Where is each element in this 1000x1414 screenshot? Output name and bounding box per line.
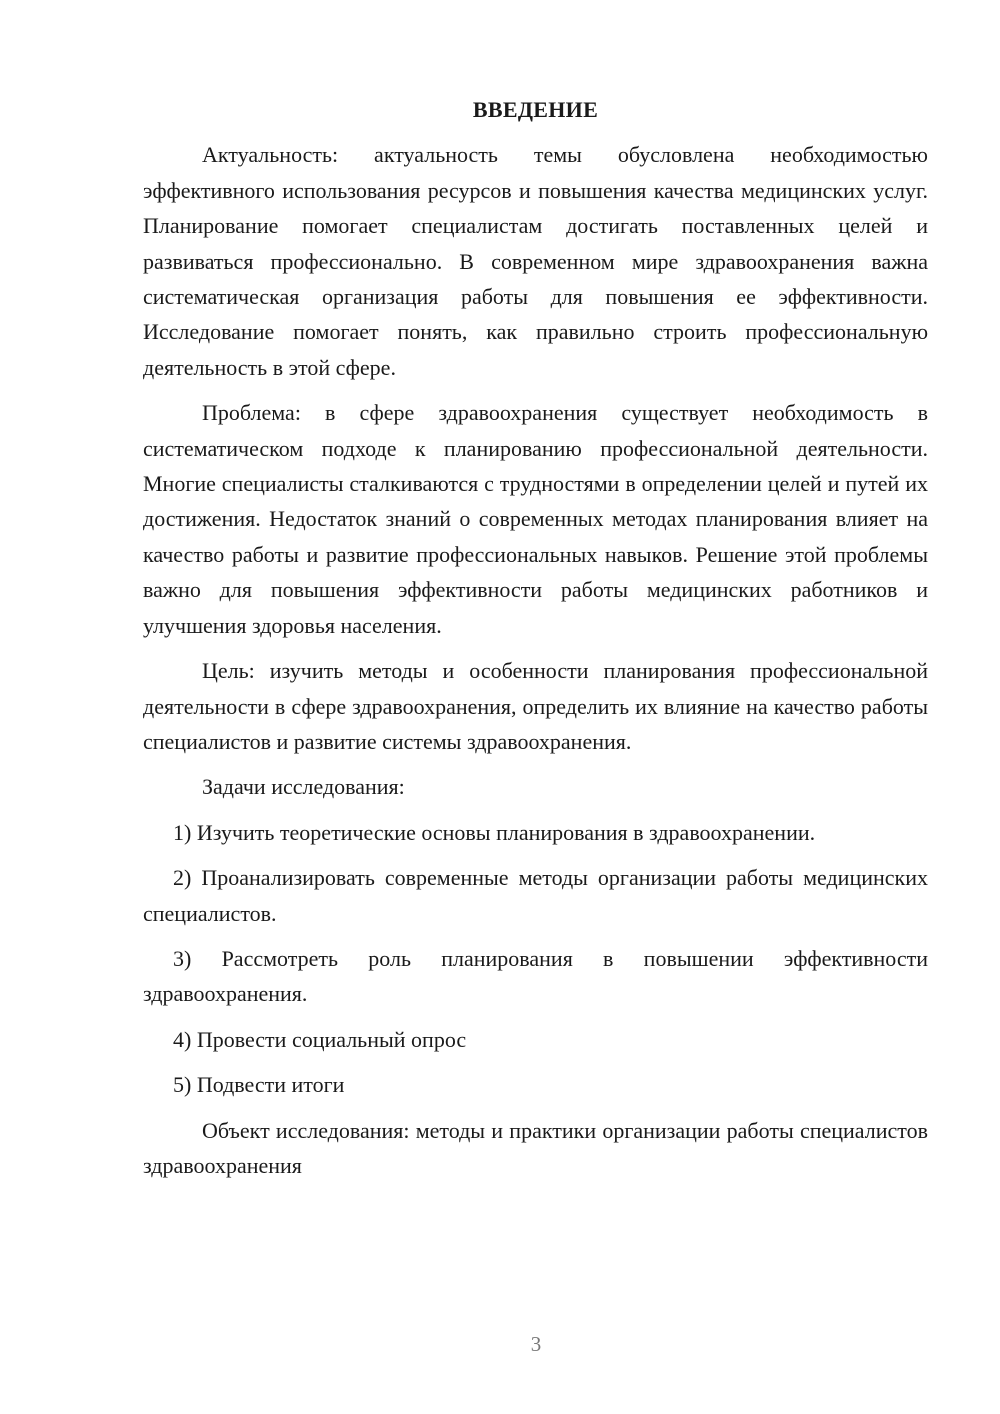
page-number: 3 — [530, 1332, 542, 1356]
goal-paragraph: Цель: изучить методы и особенности планирования профессиональной деятельности в сфере здравоохранения, определить их влияние на качество работы специалистов и развитие системы здравоохранения. — [143, 658, 928, 754]
object-paragraph: Объект исследования: методы и практики организации работы специалистов здравоохранения — [143, 1117, 928, 1178]
problem-paragraph: Проблема: в сфере здравоохранения существует необходимость в систематическом подходе к планированию профессиональной деятельности. Многие специалисты сталкиваются с трудностями в определении целей и путей их достижения. Недостаток знаний о современных методах планирования влияет на качество работы и развитие профессиональных навыков. Решение этой проблемы важно для повышения эффективности работы медицинских работников и улучшения здоровья населения. — [143, 400, 928, 638]
document-page — [143, 92, 928, 1193]
task-item-3: 3) Рассмотреть роль планирования в повышении эффективности здравоохранения. — [143, 945, 928, 1007]
page-title: ВВЕДЕНИЕ — [472, 97, 599, 122]
task-item-5: 5) Подвести итоги — [173, 1072, 345, 1098]
task-item-2: 2) Проанализировать современные методы организации работы медицинских специалистов. — [143, 865, 928, 926]
relevance-paragraph: Актуальность: актуальность темы обусловлена необходимостью эффективного использования ресурсов и повышения качества медицинских услуг. Планирование помогает специалистам достигать поставленных целей и развиваться профессионально. В современном мире здравоохранения важна систематическая организация работы для повышения ее эффективности. Исследование помогает понять, как правильно строить профессиональную деятельность в этой сфере. — [143, 142, 928, 380]
task-item-4: 4) Провести социальный опрос — [173, 1026, 467, 1052]
tasks-heading: Задачи исследования: — [202, 774, 405, 800]
task-item-1: 1) Изучить теоретические основы планирования в здравоохранении. — [173, 819, 816, 845]
